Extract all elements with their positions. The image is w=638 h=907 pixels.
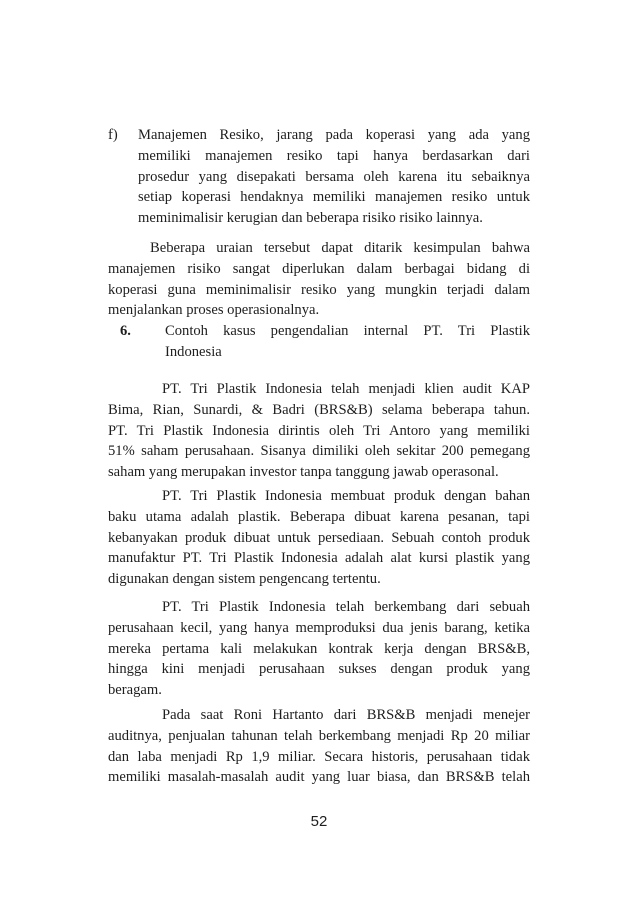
body-paragraph-4: [108, 705, 530, 788]
paragraph-line: saham yang merupakan investor tanpa tanggung jawab operasonal.: [108, 464, 499, 481]
item-f-line: memiliki manajemen resiko tapi hanya berdasarkan dari: [138, 147, 530, 164]
paragraph-line: baku utama adalah plastik. Beberapa dibuat karena pesanan, tapi: [108, 508, 530, 525]
summary-line: Beberapa uraian tersebut dapat ditarik kesimpulan bahwa: [150, 240, 530, 256]
body-paragraph-3: [108, 597, 530, 701]
body-paragraph-1: [108, 379, 530, 483]
paragraph-line: memiliki masalah-masalah audit yang luar biasa, dan BRS&B telah: [108, 769, 530, 786]
paragraph-line: Pada saat Roni Hartanto dari BRS&B menjadi menejer: [162, 707, 530, 723]
paragraph-line: perusahaan kecil, yang hanya memproduksi dua jenis barang, ketika: [108, 619, 530, 636]
section-title-line: Indonesia: [165, 343, 222, 360]
paragraph-line: digunakan dengan sistem pengencang tertentu.: [108, 571, 381, 588]
section-title-line: Contoh kasus pengendalian internal PT. Tri Plastik: [165, 323, 530, 339]
paragraph-line: 51% saham perusahaan. Sisanya dimiliki oleh sekitar 200 pemegang: [108, 443, 530, 460]
page-number: 52: [310, 813, 328, 830]
paragraph-line: mereka pertama kali melakukan kontrak kerja dengan BRS&B,: [108, 640, 530, 657]
summary-line: manajemen risiko sangat diperlukan dalam berbagai bidang di: [108, 260, 530, 277]
paragraph-line: auditnya, penjualan tahunan telah berkembang menjadi Rp 20 miliar: [108, 727, 530, 744]
paragraph-line: kebanyakan produk dibuat untuk persediaan. Sebuah contoh produk: [108, 529, 530, 546]
paragraph-line: manufaktur PT. Tri Plastik Indonesia adalah alat kursi plastik yang: [108, 550, 530, 567]
item-f-line: prosedur yang disepakati bersama oleh karena itu sebaiknya: [138, 168, 530, 185]
paragraph-line: PT. Tri Plastik Indonesia membuat produk dengan bahan: [162, 488, 530, 504]
summary-paragraph: [108, 238, 530, 321]
section-title: [165, 321, 530, 363]
paragraph-line: PT. Tri Plastik Indonesia telah menjadi klien audit KAP: [162, 381, 530, 397]
summary-line: koperasi guna meminimalisir resiko yang mungkin terjadi dalam: [108, 281, 530, 298]
paragraph-line: hingga kini menjadi perusahaan sukses dengan produk yang: [108, 661, 530, 678]
paragraph-line: PT. Tri Plastik Indonesia dirintis oleh Tri Antoro yang memiliki: [108, 422, 530, 439]
body-paragraph-2: [108, 486, 530, 590]
paragraph-line: dan laba menjadi Rp 1,9 miliar. Secara historis, perusahaan tidak: [108, 748, 530, 765]
item-f-line: Manajemen Resiko, jarang pada koperasi yang ada yang: [138, 127, 530, 143]
item-f-line: setiap koperasi hendaknya memiliki manajemen resiko untuk: [138, 189, 530, 206]
summary-line: menjalankan proses operasionalnya.: [108, 302, 320, 319]
item-f-line: meminimalisir kerugian dan beberapa risiko risiko lainnya.: [138, 210, 483, 227]
section-number: 6.: [120, 323, 131, 339]
list-marker-f: f): [108, 127, 118, 143]
paragraph-line: PT. Tri Plastik Indonesia telah berkembang dari sebuah: [162, 599, 530, 615]
paragraph-line: Bima, Rian, Sunardi, & Badri (BRS&B) selama beberapa tahun.: [108, 401, 530, 418]
paragraph-line: beragam.: [108, 682, 162, 699]
list-item-f: [138, 125, 530, 229]
